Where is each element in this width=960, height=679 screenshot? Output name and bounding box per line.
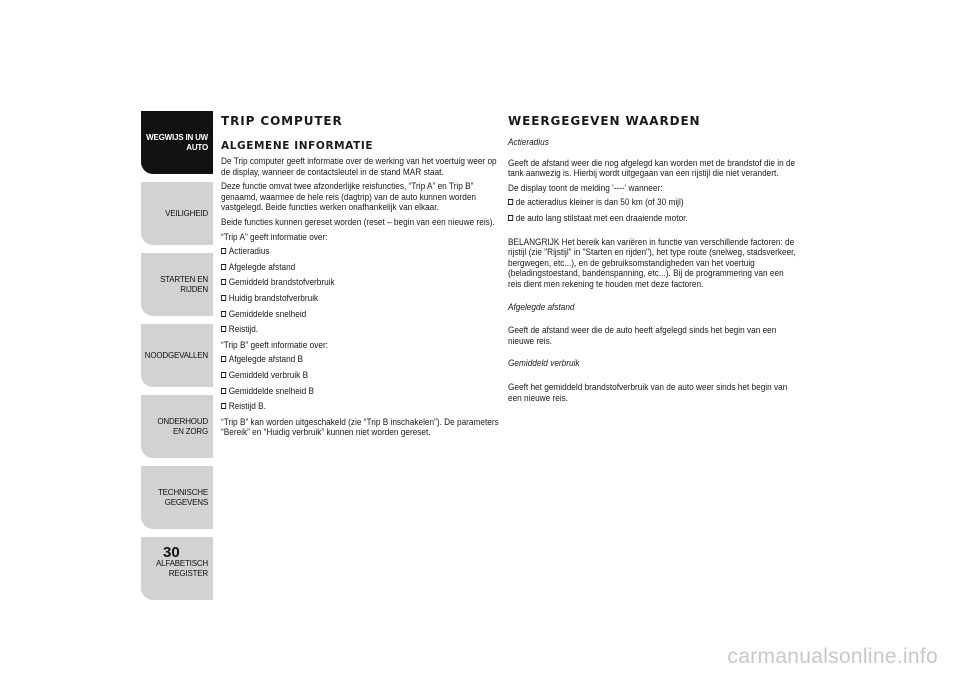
trip-b-list [221,355,501,412]
tab-onderhoud-en-zorg[interactable] [141,395,213,458]
list-item: Afgelegde afstand B [221,355,500,366]
paragraph: Deze functie omvat twee afzonderlijke reisfuncties, “Trip A” en Trip B” genaamd, waarmee de hele reis (dagtrip) van de auto kunnen worden vastgelegd. Beide functies werken onafhankelijk van elkaar. [221,181,477,214]
right-column [508,114,798,408]
paragraph: De display toont de melding '----' wanneer: [508,182,663,194]
tab-label: TECHNISCHE GEGEVENS [157,488,208,507]
watermark: carmanualsonline.info [727,645,938,668]
tab-label: WEGWIJS IN UW AUTO [146,133,208,152]
checkbox-bullet-icon [221,248,226,254]
checkbox-bullet-icon [221,356,226,362]
tab-noodgevallen[interactable] [141,324,213,387]
list-item: de auto lang stilstaat met een draaiende motor. [508,214,797,225]
checkbox-bullet-icon [221,326,226,332]
conditions-list [508,198,798,224]
list-item: Gemiddeld verbruik B [221,371,500,382]
section-title: WEERGEGEVEN WAARDEN [508,114,701,128]
subheading-actieradius: Actieradius [508,137,549,148]
list-item: Gemiddelde snelheid [221,310,500,321]
paragraph: “Trip B” kan worden uitgeschakeld (zie “Trip B inschakelen”). De parameters “Bereik” en “Huidig verbruik” kunnen niet worden gereset. [221,416,499,439]
tab-label: ALFABETISCH REGISTER [155,559,208,578]
list-item: Afgelegde afstand [221,263,500,274]
checkbox-bullet-icon [221,403,226,409]
checkbox-bullet-icon [221,264,226,270]
paragraph: Geeft het gemiddeld brandstofverbruik van de auto weer sinds het begin van een nieuwe reis. [508,381,788,404]
tab-technische-gegevens[interactable] [141,466,213,529]
trip-b-intro: “Trip B” geeft informatie over: [221,339,328,351]
list-item: Actieradius [221,247,500,258]
subsection-title: ALGEMENE INFORMATIE [221,140,374,152]
tab-label: STARTEN EN RIJDEN [160,275,208,294]
list-item: Gemiddelde snelheid B [221,387,500,398]
list-item: Gemiddeld brandstofverbruik [221,278,500,289]
paragraph: Beide functies kunnen gereset worden (reset – begin van een nieuwe reis). [221,216,495,228]
checkbox-bullet-icon [221,372,226,378]
paragraph: De Trip computer geeft informatie over de werking van het voertuig weer op de display, wanneer de contactsleutel in de stand MAR staat. [221,156,497,178]
left-column [221,114,501,443]
subheading-gemiddeld-verbruik: Gemiddeld verbruik [508,358,580,370]
tab-label: NOODGEVALLEN [144,350,208,360]
checkbox-bullet-icon [508,199,513,205]
paragraph: Geeft de afstand weer die nog afgelegd kan worden met de brandstof die in de tank aanwezig is. Hierbij wordt uitgegaan van een rijstijl die niet verandert. [508,157,796,180]
list-item: Huidig brandstofverbruik [221,294,500,305]
tab-wegwijs[interactable] [141,111,213,174]
list-item: Reistijd. [221,325,500,336]
trip-a-intro: “Trip A” geeft informatie over: [221,231,328,243]
tab-veiligheid[interactable] [141,182,213,245]
page-number: 30 [163,544,180,561]
checkbox-bullet-icon [221,311,226,317]
trip-a-list [221,247,501,336]
tab-label: VEILIGHEID [165,208,208,218]
checkbox-bullet-icon [221,279,226,285]
checkbox-bullet-icon [508,215,513,221]
subheading-afgelegde-afstand: Afgelegde afstand [508,301,575,313]
important-note: BELANGRIJK Het bereik kan variëren in functie van verschillende factoren: de rijstijl (zie "Rijstijl" in "Starten en rijden"), het type route (snelweg, stadsverkeer, bergwegen, etc...), en de gebruiksomstandigheden van het voertuig (beladingstoestand, bandenspanning, etc...). Bij de programmering van een reis dient men rekening te houden met deze factoren. [508,236,796,290]
paragraph: Geeft de afstand weer die de auto heeft afgelegd sinds het begin van een nieuwe reis. [508,325,777,347]
checkbox-bullet-icon [221,295,226,301]
tab-starten-en-rijden[interactable] [141,253,213,316]
checkbox-bullet-icon [221,388,226,394]
section-title: TRIP COMPUTER [221,114,343,128]
list-item: de actieradius kleiner is dan 50 km (of 30 mijl) [508,198,797,209]
list-item: Reistijd B. [221,402,500,413]
tab-label: ONDERHOUD EN ZORG [157,417,208,436]
